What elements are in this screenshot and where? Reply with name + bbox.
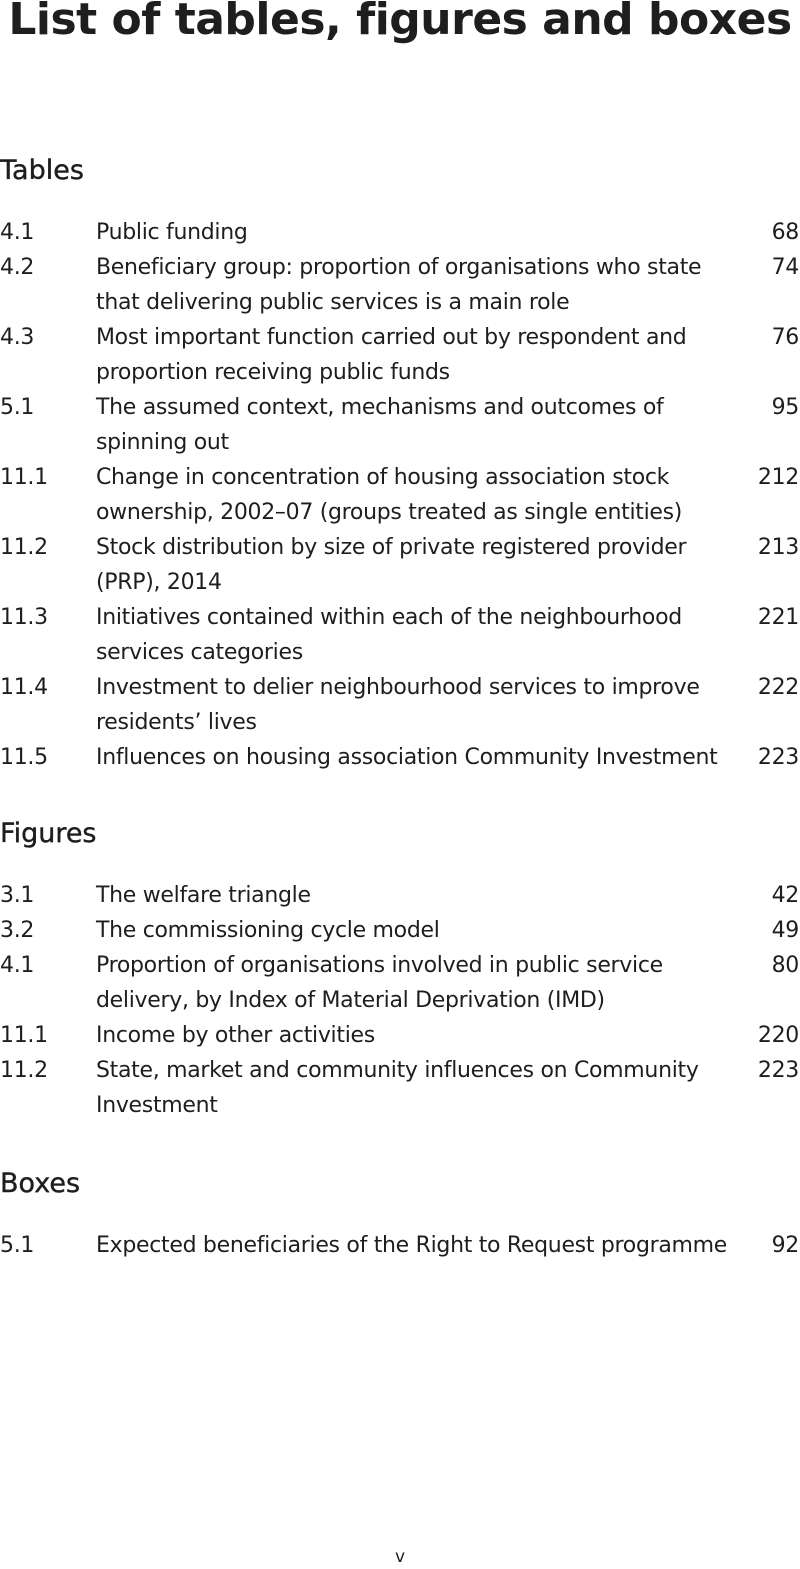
boxes-list (0, 1228, 800, 1263)
entry-page-number: 213 (757, 535, 799, 560)
table-entry[interactable] (0, 320, 800, 390)
figure-entry[interactable] (0, 1053, 800, 1123)
table-entry[interactable] (0, 215, 800, 250)
table-entry[interactable] (0, 460, 800, 530)
entry-title: Influences on housing association Community Investment (96, 745, 718, 770)
entry-number: 11.2 (0, 535, 48, 560)
page-folio: v (394, 1547, 406, 1567)
entry-page-number: 76 (771, 325, 799, 350)
page-title: List of tables, figures and boxes (8, 0, 792, 45)
entry-number: 4.1 (0, 220, 35, 245)
figure-entry[interactable] (0, 878, 800, 913)
box-entry[interactable] (0, 1228, 800, 1263)
entry-title: Beneficiary group: proportion of organisations who state that delivering public services is a main role (96, 255, 702, 315)
entry-title: Proportion of organisations involved in public service delivery, by Index of Material Deprivation (IMD) (96, 953, 663, 1013)
entry-page-number: 92 (771, 1233, 799, 1258)
entry-title: State, market and community influences on Community Investment (96, 1058, 699, 1118)
table-entry[interactable] (0, 600, 800, 670)
entry-page-number: 212 (757, 465, 799, 490)
tables-section (0, 153, 800, 775)
entry-title: Public funding (96, 220, 248, 245)
entry-page-number: 220 (757, 1023, 799, 1048)
entry-title: Investment to delier neighbourhood services to improve residents’ lives (96, 675, 700, 735)
entry-number: 4.3 (0, 325, 35, 350)
entry-page-number: 221 (757, 605, 799, 630)
entry-title: The assumed context, mechanisms and outcomes of spinning out (96, 395, 664, 455)
entry-number: 4.1 (0, 953, 35, 978)
entry-page-number: 80 (771, 953, 799, 978)
entry-title: Most important function carried out by respondent and proportion receiving public funds (96, 325, 687, 385)
figures-heading: Figures (0, 818, 97, 849)
table-entry[interactable] (0, 530, 800, 600)
table-entry[interactable] (0, 390, 800, 460)
entry-page-number: 223 (757, 1058, 799, 1083)
entry-page-number: 42 (771, 883, 799, 908)
entry-title: The commissioning cycle model (96, 918, 440, 943)
entry-page-number: 49 (771, 918, 799, 943)
entry-number: 11.5 (0, 745, 48, 770)
entry-title: Stock distribution by size of private registered provider (PRP), 2014 (96, 535, 687, 595)
entry-number: 4.2 (0, 255, 35, 280)
table-entry[interactable] (0, 670, 800, 740)
tables-heading: Tables (0, 155, 84, 186)
entry-title: Expected beneficiaries of the Right to Request programme (96, 1233, 728, 1258)
entry-page-number: 223 (757, 745, 799, 770)
entry-page-number: 222 (757, 675, 799, 700)
table-entry[interactable] (0, 250, 800, 320)
entry-number: 5.1 (0, 1233, 35, 1258)
entry-title: Initiatives contained within each of the neighbourhood services categories (96, 605, 682, 665)
entry-number: 11.4 (0, 675, 48, 700)
figure-entry[interactable] (0, 913, 800, 948)
entry-number: 11.2 (0, 1058, 48, 1083)
figures-section (0, 816, 800, 1123)
entry-page-number: 68 (771, 220, 799, 245)
entry-number: 11.1 (0, 1023, 48, 1048)
entry-number: 3.2 (0, 918, 35, 943)
entry-title: The welfare triangle (96, 883, 311, 908)
entry-title: Change in concentration of housing association stock ownership, 2002–07 (groups treated as single entities) (96, 465, 683, 525)
entry-number: 5.1 (0, 395, 35, 420)
figure-entry[interactable] (0, 1018, 800, 1053)
boxes-section (0, 1166, 800, 1263)
tables-list (0, 215, 800, 775)
table-entry[interactable] (0, 740, 800, 775)
entry-page-number: 74 (771, 255, 799, 280)
figure-entry[interactable] (0, 948, 800, 1018)
figures-list (0, 878, 800, 1123)
boxes-heading: Boxes (0, 1168, 81, 1199)
entry-number: 3.1 (0, 883, 35, 908)
entry-title: Income by other activities (96, 1023, 375, 1048)
entry-page-number: 95 (771, 395, 799, 420)
entry-number: 11.3 (0, 605, 48, 630)
entry-number: 11.1 (0, 465, 48, 490)
